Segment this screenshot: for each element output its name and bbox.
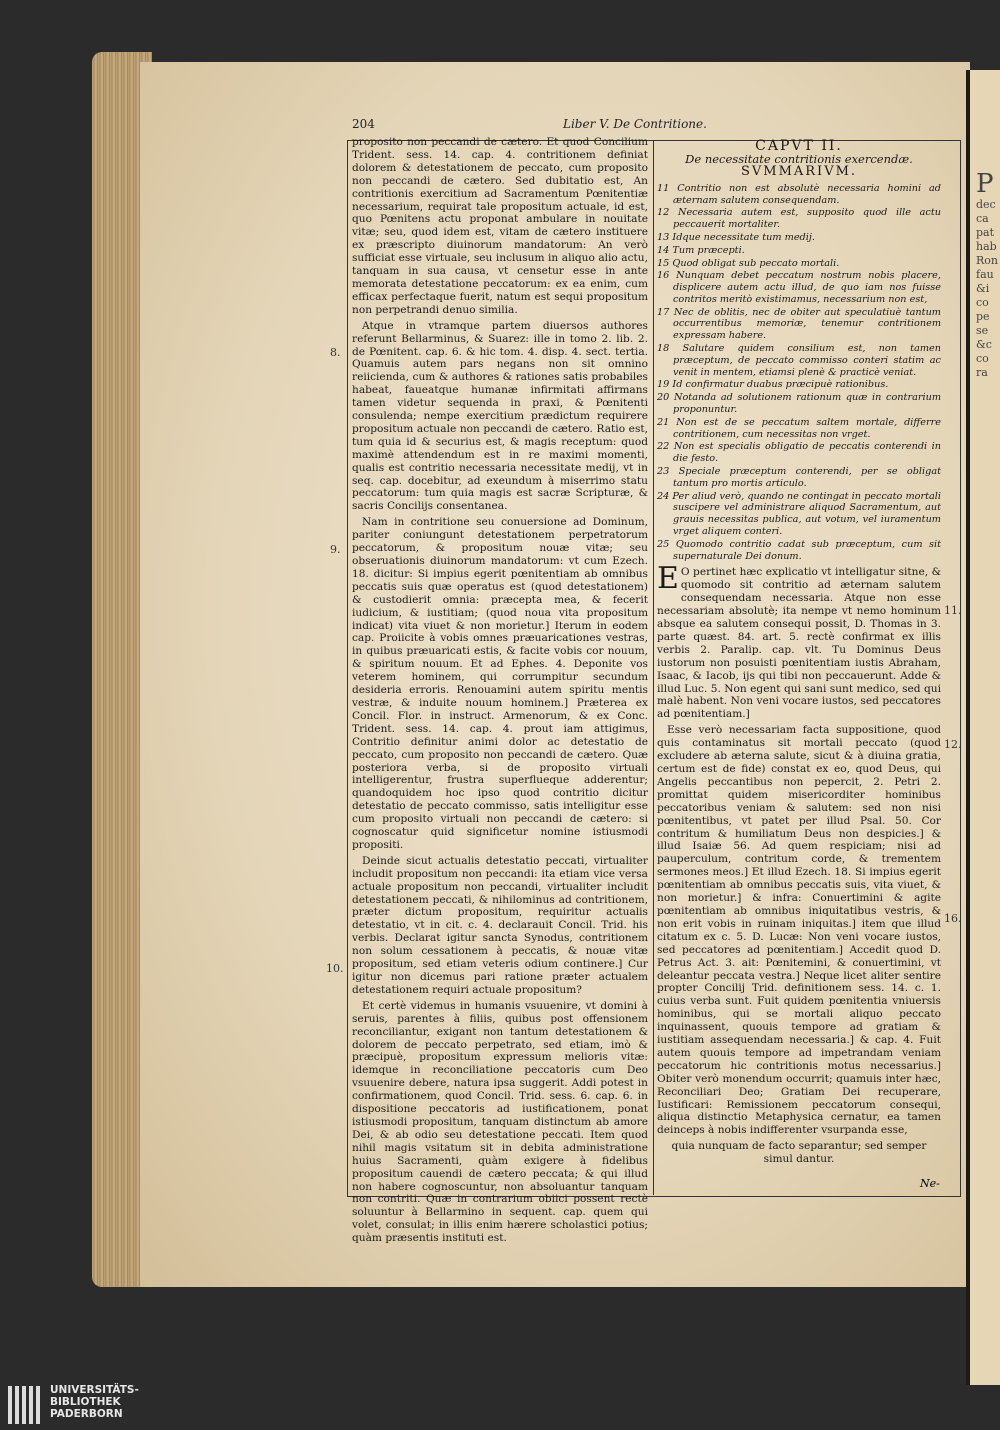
logo-line: UNIVERSITÄTS- bbox=[50, 1384, 139, 1396]
summary-item: 22 Non est specialis obligatio de peccatis conterendi in die festo. bbox=[657, 441, 941, 465]
summary-list bbox=[657, 183, 941, 563]
left-column bbox=[352, 136, 648, 1248]
column-divider bbox=[653, 140, 654, 1195]
paragraph: proposito non peccandi de cætero. Et quod Concilium Trident. sess. 14. cap. 4. contritionem definiat dolorem & detestationem de peccato, cum proposito non peccandi de cætero. Sed dubitatio est, An contritionis exercitium ad Sacramentum Pœnitentiæ necessarium, requirat tale propositum actuale, id est, quo Pœnitens actu proponat ambulare in nouitate vitæ; seu, quod idem est, vitam de cætero instituere ex præscripto diuinorum mandatorum: An verò sufficiat esse virtuale, seu inclusum in aliquo alio actu, tanquam in sua causa, vt censetur esse in ante memorata detestatione peccatorum: ex ea enim, cum efficax perfectaque fuerit, natum est sequi propositum non perpetrandi denuo similia. bbox=[352, 136, 648, 316]
paragraph: E O pertinet hæc explicatio vt intelligatur sitne, & quomodo sit contritio ad æternam salutem consequendam necessaria. Atque non esse necessariam absolutè; ita nempe vt nemo hominum absque ea salutem consequi possit, D. Thomas in 3. parte quæst. 84. art. 5. rectè confirmat ex illis verbis 2. Paralip. cap. vlt. Tu Dominus Deus iustorum non posuisti pœnitentiam iustis Abraham, Isaac, & Iacob, ijs qui tibi non peccauerunt. Adde & illud Luc. 5. Non egent qui sani sunt medico, sed qui malè habent. Non veni vocare iustos, sed peccatores ad pœnitentiam.] bbox=[657, 561, 941, 721]
summary-item: 25 Quomodo contritio cadat sub præceptum, cum sit supernaturale Dei donum. bbox=[657, 538, 941, 562]
margin-number: 16. bbox=[944, 912, 962, 925]
margin-number: 11. bbox=[944, 604, 962, 617]
facing-page-fragment: fau bbox=[976, 268, 994, 281]
summary-item: 11 Contritio non est absolutè necessaria homini ad æternam salutem consequendam. bbox=[657, 182, 941, 206]
facing-page-fragment: hab bbox=[976, 240, 997, 253]
summary-item: 24 Per aliud verò, quando ne contingat in peccato mortali suscipere vel administrare aliquod Sacramentum, aut grauis necessitas publica, aut votum, vel iuramentum vrget aliquem conteri. bbox=[657, 490, 941, 538]
summary-item: 12 Necessaria autem est, supposito quod ille actu peccauerit mortaliter. bbox=[657, 207, 941, 231]
summary-item: 15 Quod obligat sub peccato mortali. bbox=[657, 257, 840, 269]
margin-number: 12. bbox=[944, 738, 962, 751]
facing-page-fragment: &c bbox=[976, 338, 992, 351]
running-title: Liber V. De Contritione. bbox=[563, 117, 707, 131]
facing-page-fragment: co bbox=[976, 296, 989, 309]
summary-item: 17 Nec de oblitis, nec de obiter aut speculatiuè tantum occurrentibus memoriæ, tenemur contritionem expressam habere. bbox=[657, 306, 941, 342]
facing-page-fragment: co bbox=[976, 352, 989, 365]
margin-number: 8. bbox=[330, 346, 341, 359]
summary-item: 20 Notanda ad solutionem rationum quæ in contrarium proponuntur. bbox=[657, 392, 941, 416]
summary-item: 14 Tum præcepti. bbox=[657, 244, 745, 256]
paragraph: Nam in contritione seu conuersione ad Dominum, pariter coniungunt detestationem perpetratorum peccatorum, & propositum nouæ vitæ; seu obseruationis diuinorum mandatorum: vt cum Ezech. 18. dicitur: Si impius egerit pœnitentiam ab omnibus peccatis suis quæ operatus est (quod detestationem) & custodierit omnia: præcepta mea, & fecerit iudicium, & iustitiam; (quod noua vita propositum indicat) vita viuet & non morietur.] Iterum in eodem cap. Proiicite à vobis omnes præuaricationes vestras, in quibus præuaricati estis, & facite vobis cor nouum, & spiritum nouum. Et ad Ephes. 4. Deponite vos veterem hominem, qui corrumpitur secundum desideria erroris. Renouamini autem spiritu mentis vestræ, & induite nouum hominem.] Præterea ex Concil. Flor. in instruct. Armenorum, & ex Conc. Trident. sess. 14. cap. 4. prout iam attigimus, Contritio definitur animi dolor ac detestatio de peccato, cum proposito non peccandi de cætero. Quæ posteriora verba, si de proposito virtuali intelligerentur, frustra superflueque adderentur; quandoquidem hoc ipso quod contritio dicitur detestatio de peccato commisso, satis intelligitur esse cum proposito virtuali non peccandi de cætero: si cognoscatur quid significetur nomine istiusmodi propositi. bbox=[352, 516, 648, 851]
facing-page-fragment: &i bbox=[976, 282, 990, 295]
paragraph: Atque in vtramque partem diuersos authores referunt Bellarminus, & Suarez: ille in tomo 2. lib. 2. de Pœnitent. cap. 6. & hic tom. 4. disp. 4. sect. tertia. Quamuis autem pars negans non sit omnino reiicienda, cum & authores & rationes satis probabiles habeat, faueatque humanæ infirmitati affirmans tamen videtur sequenda in praxi, & Pœnitenti consulenda; nempe exercitium prædictum requirere propositum actuale non peccandi de cætero. Ratio est, tum quia id & securius est, & magis receptum: quod maximè attendendum est in re maximi momenti, qualis est contritio necessaria necessitate medij, vt in seq. cap. docebitur, ad exeundum à miserrimo statu peccatorum: tum quia magis est sacræ Scripturæ, & sacris Concilijs consentanea. bbox=[352, 319, 648, 513]
facing-page-fragment: Ron bbox=[976, 254, 998, 267]
facing-page-fragment: pe bbox=[976, 310, 990, 323]
logo-line: PADERBORN bbox=[50, 1408, 123, 1420]
chapter-heading: CAPVT II. bbox=[755, 138, 843, 154]
paragraph: Et certè videmus in humanis vsuuenire, vt domini à seruis, parentes à filiis, quibus post offensionem reconciliantur, exigant non tantum detestationem & dolorem de peccato perpetrato, sed etiam, imò & præcipuè, propositum expressum melioris vitæ: idemque in reconciliatione peccatoris cum Deo vsuuenire debere, natura ipsa suggerit. Addi potest in confirmationem, quod Concil. Trid. sess. 6. cap. 6. in dispositione peccatoris ad iustificationem, ponat istiusmodi propositum, tanquam distinctum ab amore Dei, & ab odio seu detestatione peccati. Item quod nihil magis vsitatum sit in debita administratione huius Sacramenti, quàm exigere à fidelibus propositum cauendi de cætero peccata; & qui illud non habere cognoscuntur, non absoluantur tanquam non contriti. Quæ in contrarium obiici possent rectè soluuntur à Bellarmino in sequent. cap. quem qui volet, consulat; in illis enim hærere scholastici potius; quàm præsentis instituti est. bbox=[352, 999, 648, 1245]
summary-item: 16 Nunquam debet peccatum nostrum nobis placere, displicere autem actu illud, de quo iam nos fuisse contritos meritò existimamus, necessarium non est, bbox=[657, 270, 941, 305]
summary-item: 18 Salutare quidem consilium est, non tamen præceptum, de peccato commisso conteri statim ac venit in mentem, etiamsi plenè & practicè veniat. bbox=[657, 343, 941, 378]
paragraph: Esse verò necessariam facta suppositione, quod quis contaminatus sit mortali peccato (quod excludere ab æterna salute, sicut & à diuina gratia, certum est de fide) constat ex eo, quod Deus, qui Angelis peccantibus non pepercit, 2. Petri 2. promittat quidem misericorditer hominibus peccatoribus veniam & salutem: sed non nisi pœnitentibus, vt patet per illud Psal. 50. Cor contritum & humiliatum Deus non despicies.] & illud Isaiæ 56. Ad quem respiciam; nisi ad pauperculum, contritum corde, & trementem sermones meos.] Et illud Ezech. 18. Si impius egerit pœnitentiam ab omnibus peccatis suis, vita viuet, & non morietur.] & infra: Conuertimini & agite pœnitentiam ab omnibus iniquitatibus vestris, & non erit vobis in ruinam iniquitas.] item que illud citatum ex c. 5. D. Lucæ: Non veni vocare iustos, sed peccatores ad pœnitentiam.] Accedit quod D. Petrus Act. 3. ait: Pœnitemini, & conuertimini, vt deleantur peccata vestra.] Neque licet aliter sentire propter Concilij Trid. definitionem sess. 14. c. 1. cuius verba sunt. Fuit quidem pœnitentia vniuersis hominibus, qui se mortali aliquo peccato inquinassent, quouis tempore ad gratiam & iustitiam assequendam necessaria.] & cap. 4. Fuit autem quouis tempore ad impetrandam veniam peccatorum hic contritionis motus necessarius.] Obiter verò monendum occurrit; quamuis inter hæc, Reconciliari Deo; Gratiam Dei recuperare, Iustificari: Remissionem peccatorum consequi, aliqua distinctio Metaphysica cernatur, ea tamen deinceps à nobis indifferenter vsurpanda esse, bbox=[657, 724, 941, 1137]
paragraph: Deinde sicut actualis detestatio peccati, virtualiter includit propositum non peccandi: ita etiam vice versa actuale propositum non peccandi, virtualiter includit detestationem peccati, & nihilominus ad contritionem, præter dictum propositum, requiritur actualis detestatio, vt in cit. c. 4. declarauit Concil. Trid. his verbis. Declarat igitur sancta Synodus, contritionem non solum cessationem à peccatis, & nouæ vitæ propositum, sed etiam veteris odium continere.] Cur igitur non dicemus pari ratione præter actualem detestationem requiri actuale propositum? bbox=[352, 854, 648, 996]
summary-heading: SVMMARIVM. bbox=[740, 163, 858, 179]
margin-number: 9. bbox=[330, 543, 341, 556]
library-logo-icon bbox=[8, 1386, 44, 1424]
library-logo bbox=[0, 1378, 300, 1430]
margin-number: 10. bbox=[326, 962, 344, 975]
facing-page-edge bbox=[966, 70, 1000, 1385]
page-number: 204 bbox=[352, 117, 375, 131]
summary-item: 23 Speciale præceptum conterendi, per se obligat tantum pro mortis articulo. bbox=[657, 466, 941, 489]
right-column bbox=[657, 138, 941, 1166]
summary-item: 13 Idque necessitate tum medij. bbox=[657, 231, 815, 243]
facing-page-fragment: se bbox=[976, 324, 989, 337]
facing-page-fragment: ra bbox=[976, 366, 988, 379]
summary-item: 21 Non est de se peccatum saltem mortale, differre contritionem, cum necessitas non vrget. bbox=[657, 416, 941, 440]
closing-line: quia nunquam de facto separantur; sed semper simul dantur. bbox=[671, 1140, 927, 1166]
catchword: Ne- bbox=[920, 1177, 940, 1190]
facing-page-fragment: ca bbox=[976, 212, 989, 225]
facing-page-fragment: dec bbox=[976, 198, 996, 211]
facing-page-fragment: P bbox=[976, 169, 994, 199]
drop-cap: E bbox=[657, 561, 679, 597]
facing-page-fragment: pat bbox=[976, 226, 995, 239]
logo-line: BIBLIOTHEK bbox=[50, 1396, 121, 1408]
chapter-subtitle: De necessitate contritionis exercendæ. bbox=[685, 151, 913, 166]
summary-item: 19 Id confirmatur duabus præcipuè rationibus. bbox=[657, 379, 889, 391]
